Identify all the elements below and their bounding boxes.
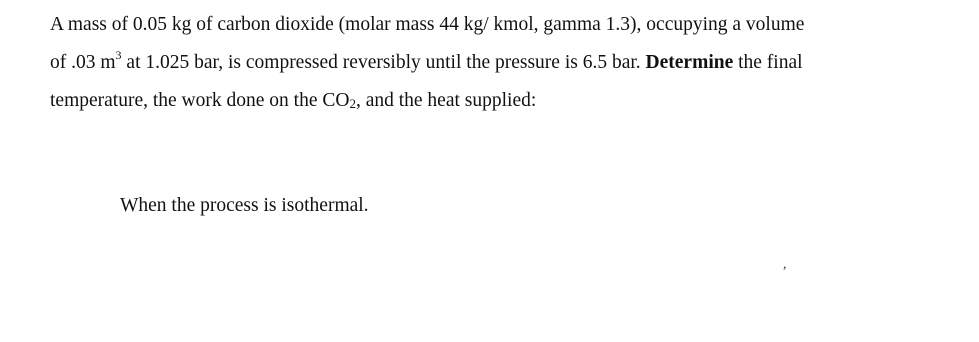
problem-statement [50,6,960,120]
problem-line-2-part-c: the final [733,52,803,73]
problem-line-3-part-b: , and the heat supplied: [355,90,537,111]
problem-line-1-text: A mass of 0.05 kg of carbon dioxide (molar mass 44 kg/ kmol, gamma 1.3), occupying a volume [50,14,805,35]
determine-keyword: Determine [645,52,734,73]
stray-comma-mark: , [783,257,787,272]
cubic-exponent: 3 [115,47,122,62]
problem-line-3 [50,82,960,120]
problem-line-2-part-a: of .03 m [50,52,116,73]
co2-subscript: 2 [349,96,356,111]
problem-line-3-part-a: temperature, the work done on the CO [50,90,350,111]
problem-line-2 [50,44,960,82]
problem-line-1 [50,6,960,44]
problem-line-2-part-b: at 1.025 bar, is compressed reversibly until the pressure is 6.5 bar. [121,52,646,73]
case-statement: When the process is isothermal. [120,195,369,216]
